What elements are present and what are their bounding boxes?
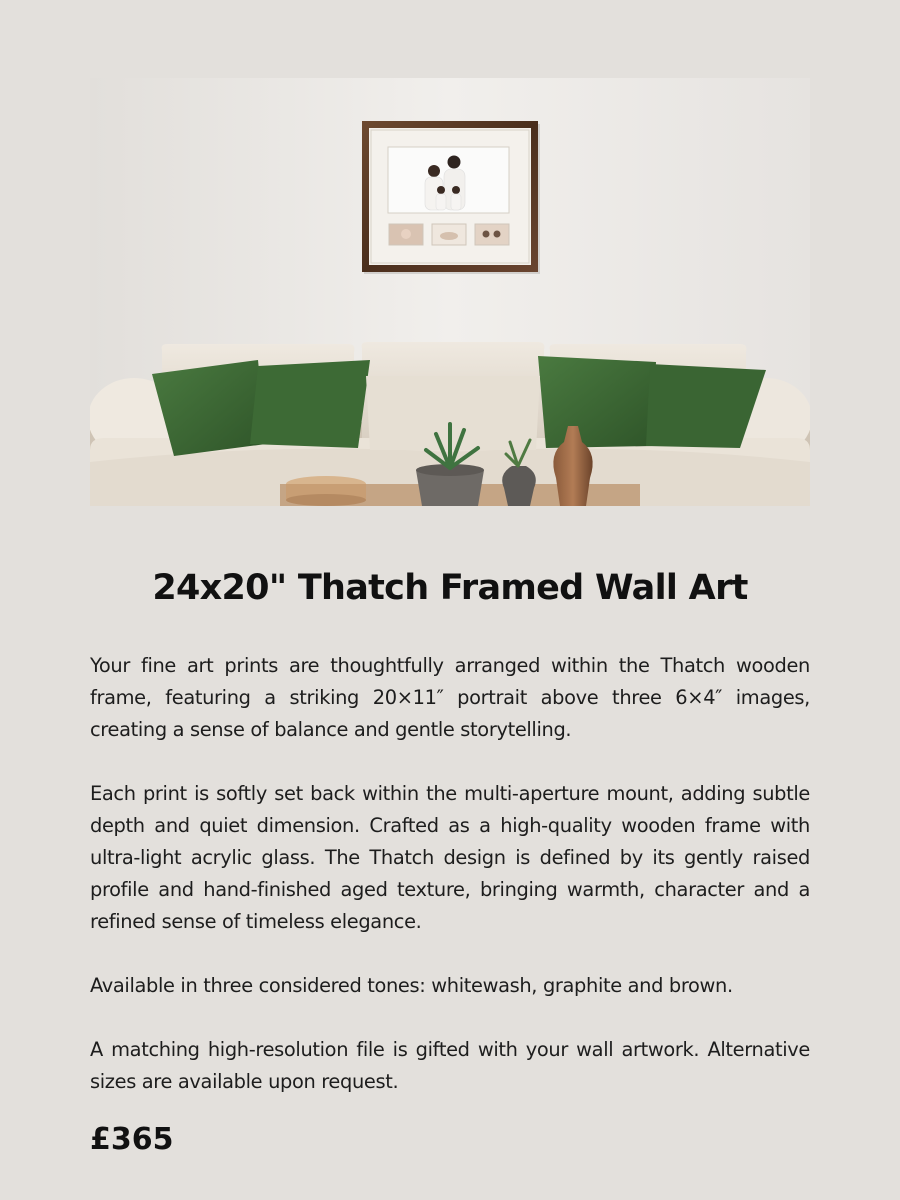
product-description xyxy=(90,650,810,1098)
hero-photo xyxy=(90,78,810,506)
product-price: £365 xyxy=(90,1122,174,1157)
description-paragraph: A matching high-resolution file is gifted with your wall artwork. Alternative sizes are available upon request. xyxy=(90,1038,810,1093)
description-paragraph: Each print is softly set back within the multi-aperture mount, adding subtle depth and quiet dimension. Crafted as a high-quality wooden frame with ultra-light acrylic glass. The Thatch design is defined by its gently raised profile and hand-finished aged texture, bringing warmth, character and a refined sense of timeless elegance. xyxy=(90,782,810,933)
description-paragraph: Your fine art prints are thoughtfully arranged within the Thatch wooden frame, featuring a striking 20×11″ portrait above three 6×4″ images, creating a sense of balance and gentle storytelling. xyxy=(90,654,810,741)
description-paragraph: Available in three considered tones: whitewash, graphite and brown. xyxy=(90,974,733,997)
product-title: 24x20" Thatch Framed Wall Art xyxy=(152,568,748,608)
framed-artwork xyxy=(362,121,540,274)
